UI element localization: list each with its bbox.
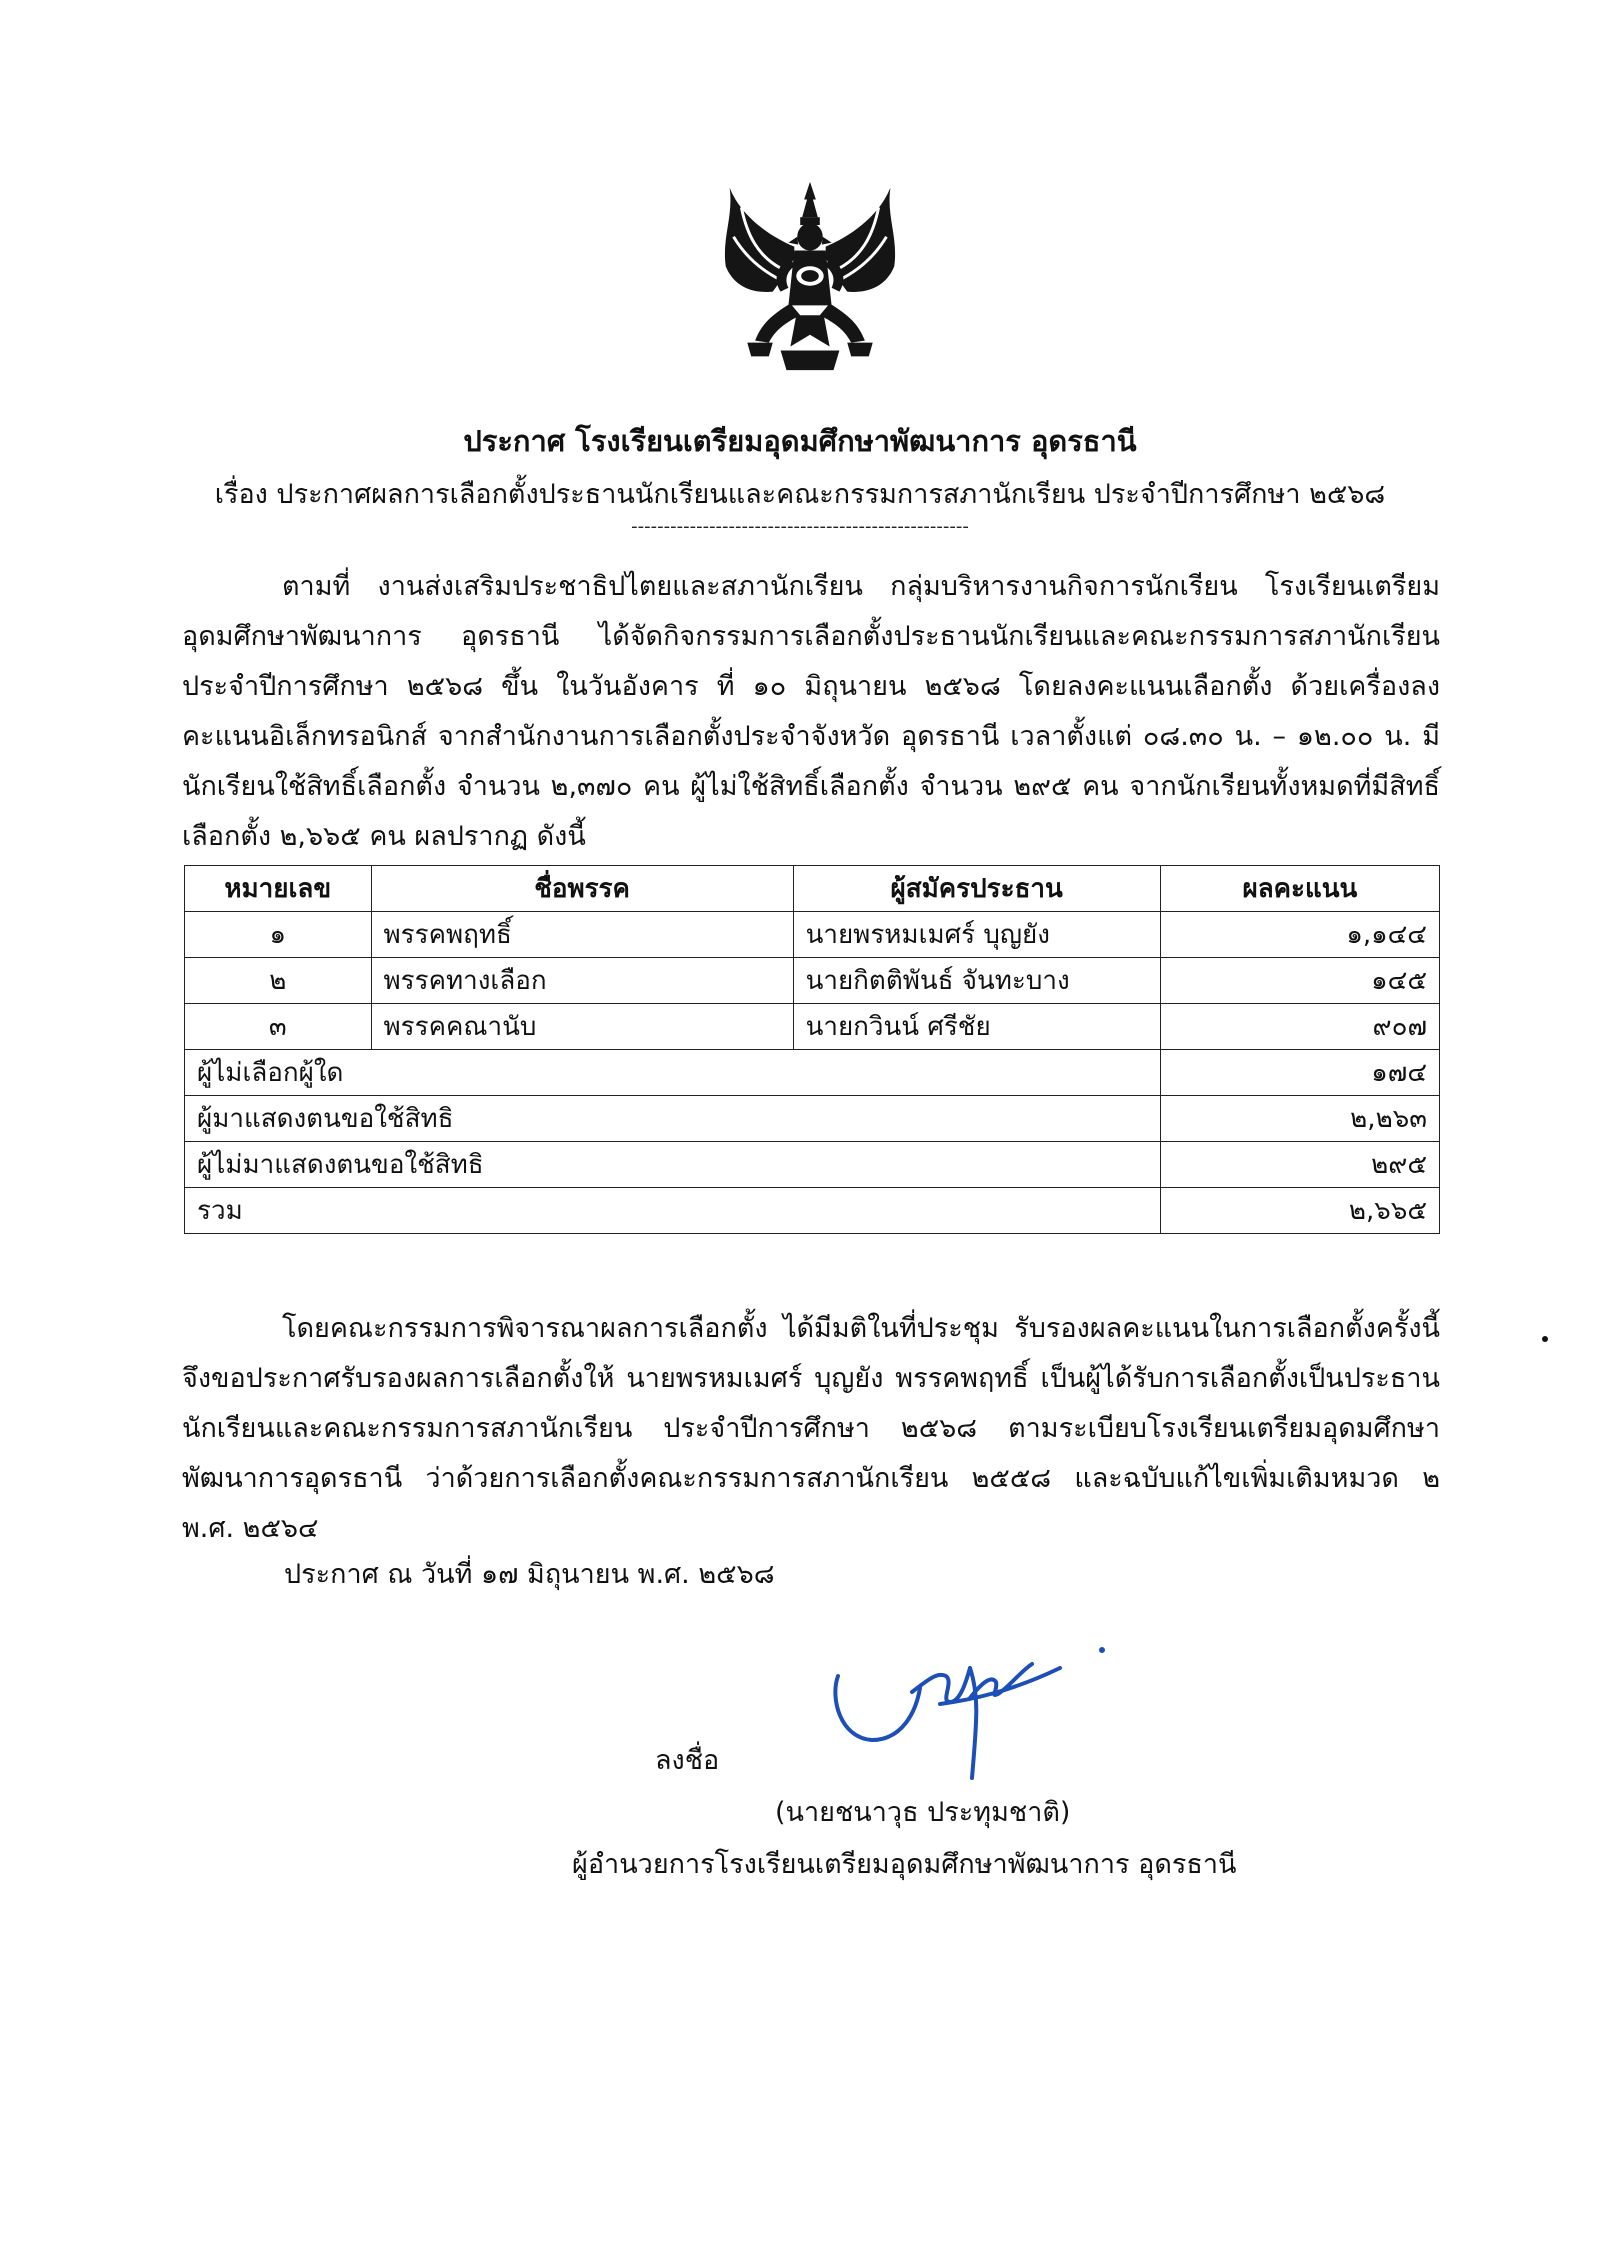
summary-label: ผู้มาแสดงตนขอใช้สิทธิ (185, 1096, 1161, 1142)
table-row (185, 958, 1440, 1004)
signer-title: ผู้อำนวยการโรงเรียนเตรียมอุดมศึกษาพัฒนาการ อุดรธานี (572, 1849, 1237, 1880)
resolution-paragraph: โดยคณะกรรมการพิจารณาผลการเลือกตั้ง ได้มีมติในที่ประชุม รับรองผลคะแนนในการเลือกตั้งครั้งนี้ จึงขอประกาศรับรองผลการเลือกตั้งให้ นายพรหมเมศร์ บุญยัง พรรคพฤทธิ์ เป็นผู้ได้รับการเลือกตั้งเป็นประธานนักเรียนและคณะกรรมการสภานักเรียน ประจำปีการศึกษา ๒๕๖๘ ตามระเบียบโรงเรียนเตรียมอุดมศึกษาพัฒนาการอุดรธานี ว่าด้วยการเลือกตั้งคณะกรรมการสภานักเรียน ๒๕๕๘ และฉบับแก้ไขเพิ่มเติมหมวด ๒ พ.ศ. ๒๕๖๔ (182, 1313, 1440, 1544)
signer-name: (นายชนาวุธ ประทุมชาติ) (775, 1797, 1071, 1828)
announcement-date: ประกาศ ณ วันที่ ๑๗ มิถุนายน พ.ศ. ๒๕๖๘ (284, 1559, 775, 1590)
stray-dot (1542, 1336, 1548, 1342)
garuda-emblem-icon (712, 178, 908, 374)
summary-row (185, 1188, 1440, 1234)
announcement-title: ประกาศ โรงเรียนเตรียมอุดมศึกษาพัฒนาการ อุดรธานี (463, 424, 1137, 458)
summary-label: ผู้ไม่มาแสดงตนขอใช้สิทธิ (185, 1142, 1161, 1188)
party-name: พรรคทางเลือก (371, 958, 793, 1004)
header-score: ผลคะแนน (1160, 866, 1439, 912)
party-number: ๓ (185, 1004, 372, 1050)
intro-paragraph: ตามที่ งานส่งเสริมประชาธิปไตยและสภานักเรียน กลุ่มบริหารงานกิจการนักเรียน โรงเรียนเตรียมอุดมศึกษาพัฒนาการ อุดรธานี ได้จัดกิจกรรมการเลือกตั้งประธานนักเรียนและคณะกรรมการสภานักเรียน ประจำปีการศึกษา ๒๕๖๘ ขึ้น ในวันอังคาร ที่ ๑๐ มิถุนายน ๒๕๖๘ โดยลงคะแนนเลือกตั้ง ด้วยเครื่องลงคะแนนอิเล็กทรอนิกส์ จากสำนักงานการเลือกตั้งประจำจังหวัด อุดรธานี เวลาตั้งแต่ ๐๘.๓๐ น. – ๑๒.๐๐ น. มีนักเรียนใช้สิทธิ์เลือกตั้ง จำนวน ๒,๓๗๐ คน ผู้ไม่ใช้สิทธิ์เลือกตั้ง จำนวน ๒๙๕ คน จากนักเรียนทั้งหมดที่มีสิทธิ์เลือกตั้ง ๒,๖๖๕ คน ผลปรากฏ ดังนี้ (182, 571, 1440, 852)
party-score: ๙๐๗ (1160, 1004, 1439, 1050)
title-separator: ---------------------------------------------------- (631, 516, 969, 537)
table-row (185, 912, 1440, 958)
header-candidate: ผู้สมัครประธาน (793, 866, 1160, 912)
party-number: ๑ (185, 912, 372, 958)
summary-value: ๒,๒๖๓ (1160, 1096, 1439, 1142)
sign-label: ลงชื่อ (655, 1745, 720, 1776)
signature-icon (820, 1628, 1120, 1788)
election-results-table (184, 865, 1440, 1234)
announcement-subject: เรื่อง ประกาศผลการเลือกตั้งประธานนักเรียนและคณะกรรมการสภานักเรียน ประจำปีการศึกษา ๒๕๖๘ (214, 479, 1386, 510)
party-name: พรรคคณานับ (371, 1004, 793, 1050)
summary-value: ๒,๖๖๕ (1160, 1188, 1439, 1234)
party-name: พรรคพฤทธิ์ (371, 912, 793, 958)
party-score: ๑,๑๔๔ (1160, 912, 1439, 958)
summary-row (185, 1050, 1440, 1096)
party-number: ๒ (185, 958, 372, 1004)
header-number: หมายเลข (185, 866, 372, 912)
summary-row (185, 1096, 1440, 1142)
summary-label: รวม (185, 1188, 1161, 1234)
candidate-name: นายพรหมเมศร์ บุญยัง (793, 912, 1160, 958)
candidate-name: นายกิตติพันธ์ จันทะบาง (793, 958, 1160, 1004)
summary-value: ๑๗๔ (1160, 1050, 1439, 1096)
summary-value: ๒๙๕ (1160, 1142, 1439, 1188)
table-header-row (185, 866, 1440, 912)
candidate-name: นายกวินน์ ศรีชัย (793, 1004, 1160, 1050)
party-score: ๑๔๕ (1160, 958, 1439, 1004)
header-party: ชื่อพรรค (371, 866, 793, 912)
summary-row (185, 1142, 1440, 1188)
table-row (185, 1004, 1440, 1050)
summary-label: ผู้ไม่เลือกผู้ใด (185, 1050, 1161, 1096)
